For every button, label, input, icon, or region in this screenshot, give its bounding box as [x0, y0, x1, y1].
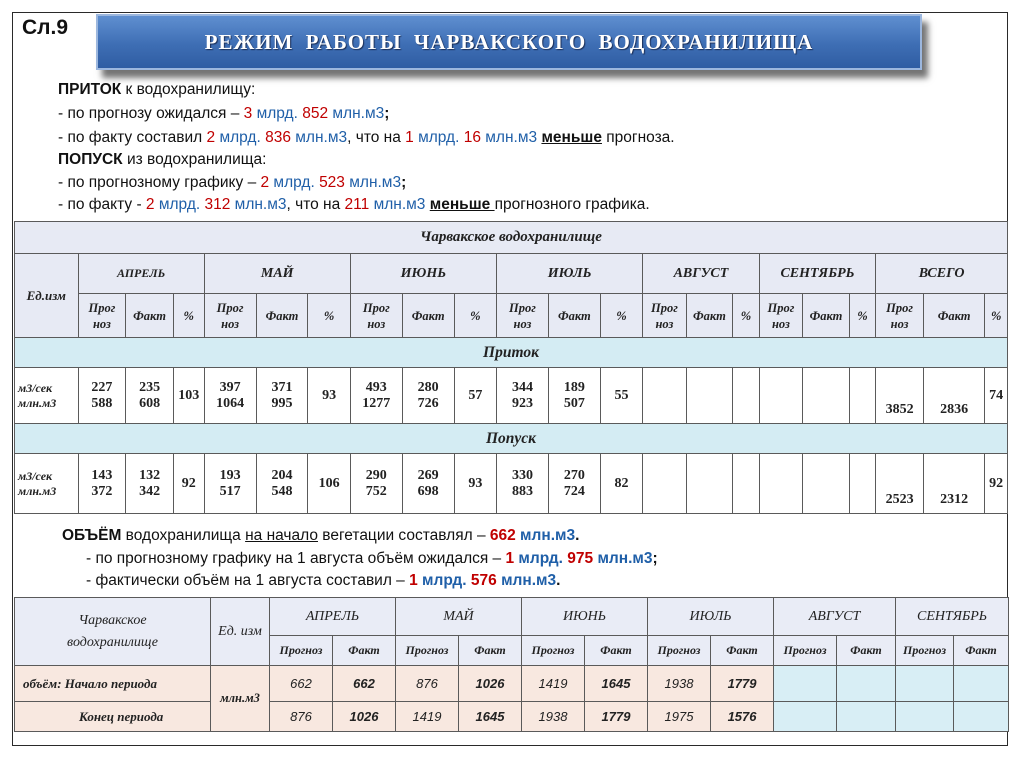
jun-fakt-mln: 726 — [417, 395, 439, 411]
jun-fakt-end: 1779 — [585, 702, 648, 732]
sub-prognoz: Прог ноз — [497, 294, 549, 338]
sub-fakt: Факт — [837, 636, 896, 666]
month-header: ИЮЛЬ — [497, 254, 643, 294]
sub-fakt: Факт — [126, 294, 174, 338]
empty-cell — [954, 666, 1009, 702]
table2-row-end — [15, 702, 1009, 732]
empty-cell — [733, 454, 759, 514]
jul-prognoz-mln: 883 — [511, 483, 533, 499]
jun-fakt-m3s: 280 — [417, 379, 439, 395]
volume-heading: ОБЪЁМ водохранилища на начало вегетации составлял – 662 млн.м3. — [62, 527, 580, 544]
month-header: АВГУСТ — [774, 598, 896, 636]
inflow-release-table — [14, 221, 1008, 514]
sub-pct: % — [454, 294, 496, 338]
empty-cell — [733, 368, 759, 424]
apr-fakt-m3s: 132 — [139, 467, 161, 483]
jun-prognoz-end: 1938 — [522, 702, 585, 732]
month-header: СЕНТЯБРЬ — [896, 598, 1009, 636]
sub-pct: % — [985, 294, 1008, 338]
empty-cell — [803, 368, 850, 424]
month-header: ИЮНЬ — [522, 598, 648, 636]
volume-table — [14, 597, 1009, 732]
jul-fakt-start: 1779 — [711, 666, 774, 702]
jul-fakt-m3s: 270 — [563, 467, 585, 483]
may-fakt-start: 1026 — [459, 666, 522, 702]
sub-prognoz: Прог ноз — [759, 294, 802, 338]
may-fakt-end: 1645 — [459, 702, 522, 732]
jul-prognoz-start: 1938 — [648, 666, 711, 702]
total-prognoz: 2523 — [876, 454, 924, 514]
may-fakt-m3s: 371 — [271, 379, 293, 395]
empty-cell — [954, 702, 1009, 732]
sub-fakt: Факт — [333, 636, 396, 666]
may-prognoz-mln: 1064 — [216, 395, 245, 411]
sub-prognoz: Прог ноз — [876, 294, 924, 338]
sub-prognoz: Прог ноз — [204, 294, 256, 338]
release-fact-line: - по факту - 2 млрд. 312 млн.м3, что на 211 млн.м3 меньше прогнозного графика. — [58, 196, 650, 213]
month-header: АПРЕЛЬ — [270, 598, 396, 636]
empty-cell — [837, 666, 896, 702]
apr-prognoz-end: 876 — [270, 702, 333, 732]
jun-prognoz-m3s: 493 — [365, 379, 387, 395]
month-header: СЕНТЯБРЬ — [759, 254, 876, 294]
sub-prognoz: Прогноз — [270, 636, 333, 666]
sub-prognoz: Прогноз — [774, 636, 837, 666]
unit-mln: млн.м3 — [18, 483, 57, 498]
sub-prognoz: Прог ноз — [78, 294, 126, 338]
jul-fakt-mln: 507 — [563, 395, 585, 411]
total-pct: 92 — [985, 454, 1008, 514]
apr-fakt-end: 1026 — [333, 702, 396, 732]
empty-cell — [837, 702, 896, 732]
apr-fakt-start: 662 — [333, 666, 396, 702]
jul-fakt-end: 1576 — [711, 702, 774, 732]
unit-mln: млн.м3 — [18, 395, 57, 410]
month-header: ВСЕГО — [876, 254, 1008, 294]
jun-fakt-start: 1645 — [585, 666, 648, 702]
empty-cell — [803, 454, 850, 514]
sub-prognoz: Прогноз — [522, 636, 585, 666]
release-forecast-line: - по прогнозному графику – 2 млрд. 523 млн.м3; — [58, 174, 407, 191]
jul-pct: 82 — [600, 454, 642, 514]
empty-cell — [896, 702, 954, 732]
slide-title: РЕЖИМ РАБОТЫ ЧАРВАКСКОГО ВОДОХРАНИЛИЩА — [204, 29, 814, 54]
row-label-end: Конец периода — [15, 702, 211, 732]
apr-prognoz-m3s: 227 — [91, 379, 113, 395]
jun-pct: 93 — [454, 454, 496, 514]
jun-prognoz-start: 1419 — [522, 666, 585, 702]
jun-pct: 57 — [454, 368, 496, 424]
subheader-row — [15, 294, 1008, 338]
unit-header: Ед.изм — [15, 254, 79, 338]
release-data-row — [15, 454, 1008, 514]
may-fakt-mln: 995 — [271, 395, 293, 411]
may-prognoz-start: 876 — [396, 666, 459, 702]
table2-name: Чарвакское водохранилище — [15, 598, 211, 666]
empty-cell — [643, 368, 686, 424]
jul-prognoz-m3s: 330 — [511, 467, 533, 483]
sub-fakt: Факт — [256, 294, 308, 338]
sub-fakt: Факт — [954, 636, 1009, 666]
apr-pct: 92 — [173, 454, 204, 514]
apr-fakt-mln: 608 — [139, 395, 161, 411]
jun-fakt-mln: 698 — [417, 483, 439, 499]
sub-fakt: Факт — [585, 636, 648, 666]
sub-prognoz: Прог ноз — [643, 294, 686, 338]
inflow-fact-line: - по факту составил 2 млрд. 836 млн.м3, что на 1 млрд. 16 млн.м3 меньше прогноза. — [58, 129, 675, 146]
apr-prognoz-mln: 372 — [91, 483, 113, 499]
may-fakt-m3s: 204 — [271, 467, 293, 483]
empty-cell — [849, 368, 875, 424]
jun-prognoz-m3s: 290 — [365, 467, 387, 483]
empty-cell — [896, 666, 954, 702]
sub-fakt: Факт — [923, 294, 984, 338]
sub-pct: % — [600, 294, 642, 338]
row-label-start: объём: Начало периода — [15, 666, 211, 702]
jul-fakt-m3s: 189 — [563, 379, 585, 395]
apr-prognoz-start: 662 — [270, 666, 333, 702]
month-header: МАЙ — [204, 254, 350, 294]
sub-pct: % — [173, 294, 204, 338]
sub-fakt: Факт — [803, 294, 850, 338]
empty-cell — [774, 702, 837, 732]
empty-cell — [759, 368, 802, 424]
table1-title: Чарвакское водохранилище — [15, 222, 1008, 254]
inflow-data-row — [15, 368, 1008, 424]
section-inflow: Приток — [15, 338, 1008, 368]
section-release: Попуск — [15, 424, 1008, 454]
jun-prognoz-mln: 752 — [365, 483, 387, 499]
empty-cell — [643, 454, 686, 514]
total-pct: 74 — [985, 368, 1008, 424]
apr-fakt-mln: 342 — [139, 483, 161, 499]
jun-prognoz-mln: 1277 — [362, 395, 391, 411]
month-header: АПРЕЛЬ — [78, 254, 204, 294]
apr-fakt-m3s: 235 — [139, 379, 161, 395]
sub-prognoz: Прогноз — [396, 636, 459, 666]
sub-fakt: Факт — [402, 294, 454, 338]
empty-cell — [686, 368, 733, 424]
sub-prognoz: Прог ноз — [350, 294, 402, 338]
total-fakt: 2312 — [923, 454, 984, 514]
empty-cell — [774, 666, 837, 702]
total-prognoz: 3852 — [876, 368, 924, 424]
may-fakt-mln: 548 — [271, 483, 293, 499]
may-prognoz-m3s: 397 — [219, 379, 241, 395]
month-header: АВГУСТ — [643, 254, 760, 294]
sub-fakt: Факт — [711, 636, 774, 666]
unit-m3s: м3/сек — [18, 468, 53, 483]
sub-fakt: Факт — [459, 636, 522, 666]
sub-pct: % — [849, 294, 875, 338]
unit-m3s: м3/сек — [18, 380, 53, 395]
jun-fakt-m3s: 269 — [417, 467, 439, 483]
month-header: МАЙ — [396, 598, 522, 636]
apr-prognoz-m3s: 143 — [91, 467, 113, 483]
empty-cell — [759, 454, 802, 514]
sub-pct: % — [308, 294, 350, 338]
jul-prognoz-end: 1975 — [648, 702, 711, 732]
table2-unit: млн.м3 — [211, 666, 270, 732]
jul-fakt-mln: 724 — [563, 483, 585, 499]
volume-fact-line: - фактически объём на 1 августа составил – 1 млрд. 576 млн.м3. — [86, 572, 561, 589]
month-header: ИЮНЬ — [350, 254, 496, 294]
volume-forecast-line: - по прогнозному графику на 1 августа объём ожидался – 1 млрд. 975 млн.м3; — [86, 550, 658, 567]
release-heading: ПОПУСК из водохранилища: — [58, 151, 267, 168]
apr-pct: 103 — [173, 368, 204, 424]
apr-prognoz-mln: 588 — [91, 395, 113, 411]
jul-pct: 55 — [600, 368, 642, 424]
may-prognoz-end: 1419 — [396, 702, 459, 732]
may-prognoz-m3s: 193 — [219, 467, 241, 483]
title-banner — [96, 14, 922, 70]
empty-cell — [686, 454, 733, 514]
sub-fakt: Факт — [548, 294, 600, 338]
empty-cell — [849, 454, 875, 514]
sub-pct: % — [733, 294, 759, 338]
may-pct: 93 — [308, 368, 350, 424]
month-header: ИЮЛЬ — [648, 598, 774, 636]
jul-prognoz-m3s: 344 — [511, 379, 533, 395]
may-prognoz-mln: 517 — [219, 483, 241, 499]
sub-prognoz: Прогноз — [896, 636, 954, 666]
table2-unit-header: Ед. изм — [211, 598, 270, 666]
total-fakt: 2836 — [923, 368, 984, 424]
slide-number: Сл.9 — [22, 16, 69, 39]
table2-row-start — [15, 666, 1009, 702]
inflow-forecast-line: - по прогнозу ожидался – 3 млрд. 852 млн.м3; — [58, 105, 390, 122]
may-pct: 106 — [308, 454, 350, 514]
inflow-heading: ПРИТОК к водохранилищу: — [58, 81, 256, 98]
sub-fakt: Факт — [686, 294, 733, 338]
sub-prognoz: Прогноз — [648, 636, 711, 666]
jul-prognoz-mln: 923 — [511, 395, 533, 411]
